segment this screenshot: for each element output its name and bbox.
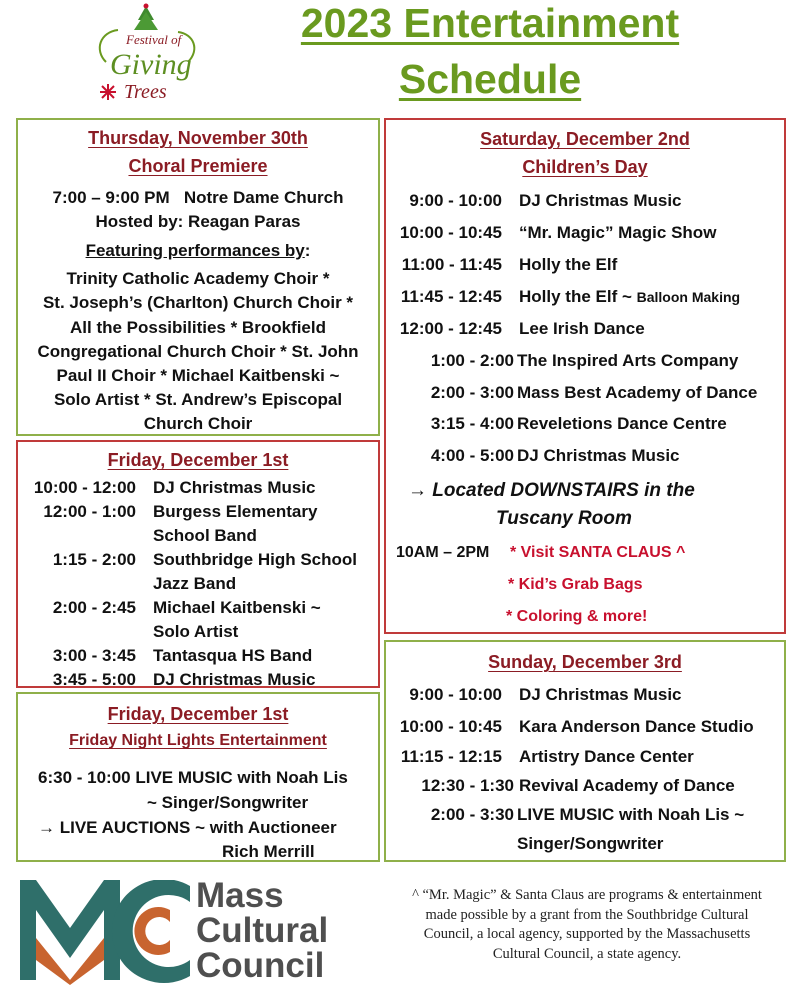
saturday-time: 2:00 - 3:00: [430, 383, 514, 402]
saturday-event: The Inspired Arts Company: [517, 351, 739, 370]
friday-night-section: [16, 692, 380, 862]
friday-night-line: Rich Merrill: [222, 842, 315, 861]
thursday-date: Thursday, November 30th: [88, 128, 308, 148]
saturday-time: 12:00 - 12:45: [399, 319, 502, 338]
thursday-host: Hosted by: Reagan Paras: [95, 212, 301, 231]
thursday-featuring-label: Featuring performances by: [85, 241, 305, 260]
thursday-performer-line: Congregational Church Choir * St. John: [37, 342, 359, 361]
sunday-time: 9:00 - 10:00: [409, 685, 502, 704]
thursday-subtitle: Choral Premiere: [128, 156, 268, 176]
saturday-time: 10:00 - 10:45: [399, 223, 502, 242]
friday-event: Tantasqua HS Band: [153, 646, 313, 665]
friday-time: 1:15 - 2:00: [52, 550, 136, 569]
sunday-event: Artistry Dance Center: [519, 747, 694, 766]
downstairs-room: Tuscany Room: [496, 508, 632, 529]
friday-night-date: Friday, December 1st: [107, 704, 289, 724]
saturday-subtitle: Children’s Day: [522, 157, 648, 177]
thursday-performer-line: Solo Artist * St. Andrew’s Episcopal: [53, 390, 343, 409]
friday-event: Michael Kaitbenski ~: [153, 598, 321, 617]
grant-footnote: ^ “Mr. Magic” & Santa Claus are programs & entertainment made possible by a grant from the Southbridge Cultural Council, a local agency, supported by the Massachusetts Cultural Council, a state agency.: [412, 887, 762, 962]
saturday-event: DJ Christmas Music: [517, 446, 680, 465]
thursday-performer-line: Church Choir: [143, 414, 253, 433]
page-title-line1: 2023 Entertainment: [300, 0, 680, 46]
sunday-date: Sunday, December 3rd: [488, 652, 682, 672]
santa-visit: * Visit SANTA CLAUS ^: [510, 544, 686, 561]
saturday-section: [384, 118, 786, 634]
saturday-event-name: Holly the Elf ~: [519, 287, 632, 306]
logo-text-festival: Festival of: [126, 32, 182, 47]
thursday-featuring-colon: :: [304, 241, 311, 260]
saturday-time: 3:15 - 4:00: [430, 414, 514, 433]
mcc-name-line1: Mass: [196, 876, 284, 915]
sunday-event: Kara Anderson Dance Studio: [519, 717, 754, 736]
thursday-time-venue: 7:00 – 9:00 PM Notre Dame Church: [52, 188, 344, 207]
festival-of-giving-trees-logo: [66, 2, 216, 110]
logo-text-giving: Giving: [110, 48, 192, 81]
mcc-name-line2: Cultural: [196, 911, 329, 950]
coloring: * Coloring & more!: [506, 608, 648, 625]
friday-event: DJ Christmas Music: [153, 478, 316, 497]
friday-event: School Band: [153, 526, 257, 545]
sunday-section: [384, 640, 786, 862]
saturday-event: Lee Irish Dance: [519, 319, 645, 338]
logo-text-trees: Trees: [124, 81, 167, 103]
sunday-event: Revival Academy of Dance: [519, 776, 735, 795]
page-title-line2: Schedule: [398, 56, 582, 102]
sunday-time: 11:15 - 12:15: [400, 747, 502, 766]
friday-time: 12:00 - 1:00: [43, 502, 136, 521]
friday-section: [16, 440, 380, 688]
saturday-event: [519, 287, 740, 307]
saturday-event: DJ Christmas Music: [519, 191, 682, 210]
saturday-time: 1:00 - 2:00: [430, 351, 514, 370]
saturday-event: “Mr. Magic” Magic Show: [519, 223, 717, 242]
downstairs-note: → Located DOWNSTAIRS in the: [408, 480, 695, 501]
saturday-event: Reveletions Dance Centre: [517, 414, 727, 433]
santa-time: 10AM – 2PM: [396, 544, 490, 561]
friday-time: 10:00 - 12:00: [33, 478, 136, 497]
saturday-event: Mass Best Academy of Dance: [517, 383, 758, 402]
sunday-time: 10:00 - 10:45: [399, 717, 502, 736]
saturday-time: 9:00 - 10:00: [409, 191, 502, 210]
friday-time: 3:00 - 3:45: [52, 646, 136, 665]
friday-event: Burgess Elementary: [153, 502, 318, 521]
thursday-performer-line: Trinity Catholic Academy Choir *: [66, 269, 330, 288]
friday-time: 2:00 - 2:45: [52, 598, 136, 617]
friday-event: Southbridge High School: [153, 550, 357, 569]
friday-time: 3:45 - 5:00: [52, 670, 136, 689]
mass-cultural-council-logo: [20, 880, 192, 985]
friday-night-line: ~ Singer/Songwriter: [147, 793, 309, 812]
sunday-event: Singer/Songwriter: [517, 834, 664, 853]
thursday-section: [16, 118, 380, 436]
saturday-date: Saturday, December 2nd: [480, 129, 690, 149]
friday-date: Friday, December 1st: [107, 450, 289, 470]
friday-night-line: → LIVE AUCTIONS ~ with Auctioneer: [38, 818, 337, 837]
friday-night-line: 6:30 - 10:00 LIVE MUSIC with Noah Lis: [38, 768, 348, 787]
sunday-event: LIVE MUSIC with Noah Lis ~: [517, 805, 745, 824]
thursday-featuring: [18, 241, 378, 261]
friday-event: Jazz Band: [153, 574, 237, 593]
grab-bags: * Kid’s Grab Bags: [508, 576, 643, 593]
saturday-time: 11:45 - 12:45: [400, 287, 502, 306]
saturday-time: 11:00 - 11:45: [401, 255, 502, 274]
friday-event: DJ Christmas Music: [153, 670, 316, 689]
friday-night-subtitle: Friday Night Lights Entertainment: [69, 732, 327, 749]
friday-event: Solo Artist: [153, 622, 239, 641]
thursday-performer-line: All the Possibilities * Brookfield: [70, 318, 326, 337]
thursday-performer-line: St. Joseph’s (Charlton) Church Choir *: [42, 293, 354, 312]
thursday-performer-line: Paul II Choir * Michael Kaitbenski ~: [56, 366, 340, 385]
sunday-event: DJ Christmas Music: [519, 685, 682, 704]
saturday-time: 4:00 - 5:00: [430, 446, 514, 465]
sunday-time: 12:30 - 1:30: [421, 776, 514, 795]
saturday-event-note: Balloon Making: [636, 289, 741, 305]
saturday-event: Holly the Elf: [519, 255, 618, 274]
sunday-time: 2:00 - 3:30: [430, 805, 514, 824]
mcc-name-line3: Council: [196, 946, 325, 985]
